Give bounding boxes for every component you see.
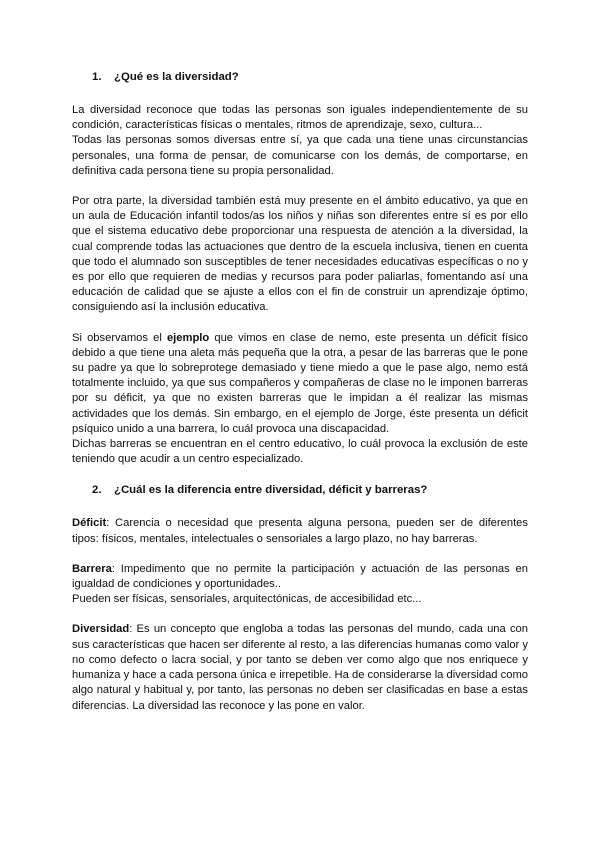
barrera-text: : Impedimento que no permite la participación y actuación de las personas en igualdad de condiciones y oportunidades.. bbox=[72, 562, 528, 591]
section-2-number: 2. bbox=[92, 484, 102, 497]
deficit-text: : Carencia o necesidad que presenta alguna persona, pueden ser de diferentes tipos: físicos, mentales, intelectuales o sensoriales a largo plazo, no hay barreras. bbox=[72, 517, 528, 545]
diversidad-term: Diversidad bbox=[72, 623, 130, 636]
p4-pre: Si observamos el bbox=[72, 331, 167, 344]
section-1-paragraph-4 bbox=[72, 331, 528, 437]
section-1-paragraph-5: Dichas barreras se encuentran en el centro educativo, lo cuál provoca la exclusión de este teniendo que acudir a un centro especializado. bbox=[72, 438, 528, 466]
section-2-title: ¿Cuál es la diferencia entre diversidad, déficit y barreras? bbox=[114, 484, 428, 497]
p4-post: que vimos en clase de nemo, este presenta un déficit físico debido a que tiene una aleta más pequeña que la otra, a pesar de las barreras que le pone su padre ya que lo sobreprotege demasiado y tiene miedo a que le pase algo, nemo está totalmente incluido, ya que sus compañeros y compañeras de clase no le imponen barreras por su déficit, ya que no existen barreras que le impidan a él realizar las mismas actividades que los demás. Sin embargo, en el ejemplo de Jorge, éste presenta un déficit psíquico unido a una barrera, lo cuál provoca una discapacidad. bbox=[72, 331, 528, 435]
section-1-paragraph-3: Por otra parte, la diversidad también está muy presente en el ámbito educativo, ya que en un aula de Educación infantil todos/as los niños y niñas son diferentes entre sí es por ello que el sistema educativo debe proporcionar una respuesta de atención a la diversidad, la cual comprende todas las actuaciones que dentro de la escuela inclusiva, tienen en cuenta que todo el alumnado son susceptibles de tener necesidades educativas específicas o no y es por ello que requieren de medias y recursos para poder paliarlas, fomentando así una educación de calidad que se ajuste a ellos con el fin de construir un aprendizaje óptimo, consiguiendo así la inclusión educativa. bbox=[72, 195, 528, 314]
section-2-heading bbox=[92, 483, 528, 498]
section-1-paragraph-2: Todas las personas somos diversas entre sí, ya que cada una tiene unas circunstancias personales, una forma de pensar, de comunicarse con los demás, de comportarse, en definitiva cada persona tiene su propia personalidad. bbox=[72, 134, 528, 177]
deficit-term: Déficit bbox=[72, 517, 107, 530]
barrera-definition bbox=[72, 562, 528, 592]
barrera-types: Pueden ser físicas, sensoriales, arquitectónicas, de accesibilidad etc... bbox=[72, 593, 422, 606]
barrera-term: Barrera bbox=[72, 562, 112, 575]
section-1-number: 1. bbox=[92, 71, 102, 83]
p4-bold-ejemplo: ejemplo bbox=[166, 331, 210, 344]
section-1-paragraph-1: La diversidad reconoce que todas las personas son iguales independientemente de su condición, características físicas o mentales, ritmos de aprendizaje, sexo, cultura... bbox=[72, 104, 528, 132]
diversidad-text: : Es un concepto que engloba a todas las personas del mundo, cada una con sus características que hacen ser diferente al resto, a las diferencias humanas como valor y no como defecto o lacra social, y por tanto se deben ver como algo que nos enriquece y humaniza y hace a cada persona única e irrepetible. Ha de considerarse la diversidad como algo natural y habitual y, por tanto, las personas no deben ser clasificadas en base a estas diferencias. La diversidad las reconoce y las pone en valor. bbox=[72, 623, 528, 712]
diversidad-definition bbox=[72, 622, 528, 713]
section-1-heading bbox=[92, 70, 528, 85]
deficit-definition bbox=[72, 516, 528, 546]
section-1-title: ¿Qué es la diversidad? bbox=[114, 71, 239, 83]
